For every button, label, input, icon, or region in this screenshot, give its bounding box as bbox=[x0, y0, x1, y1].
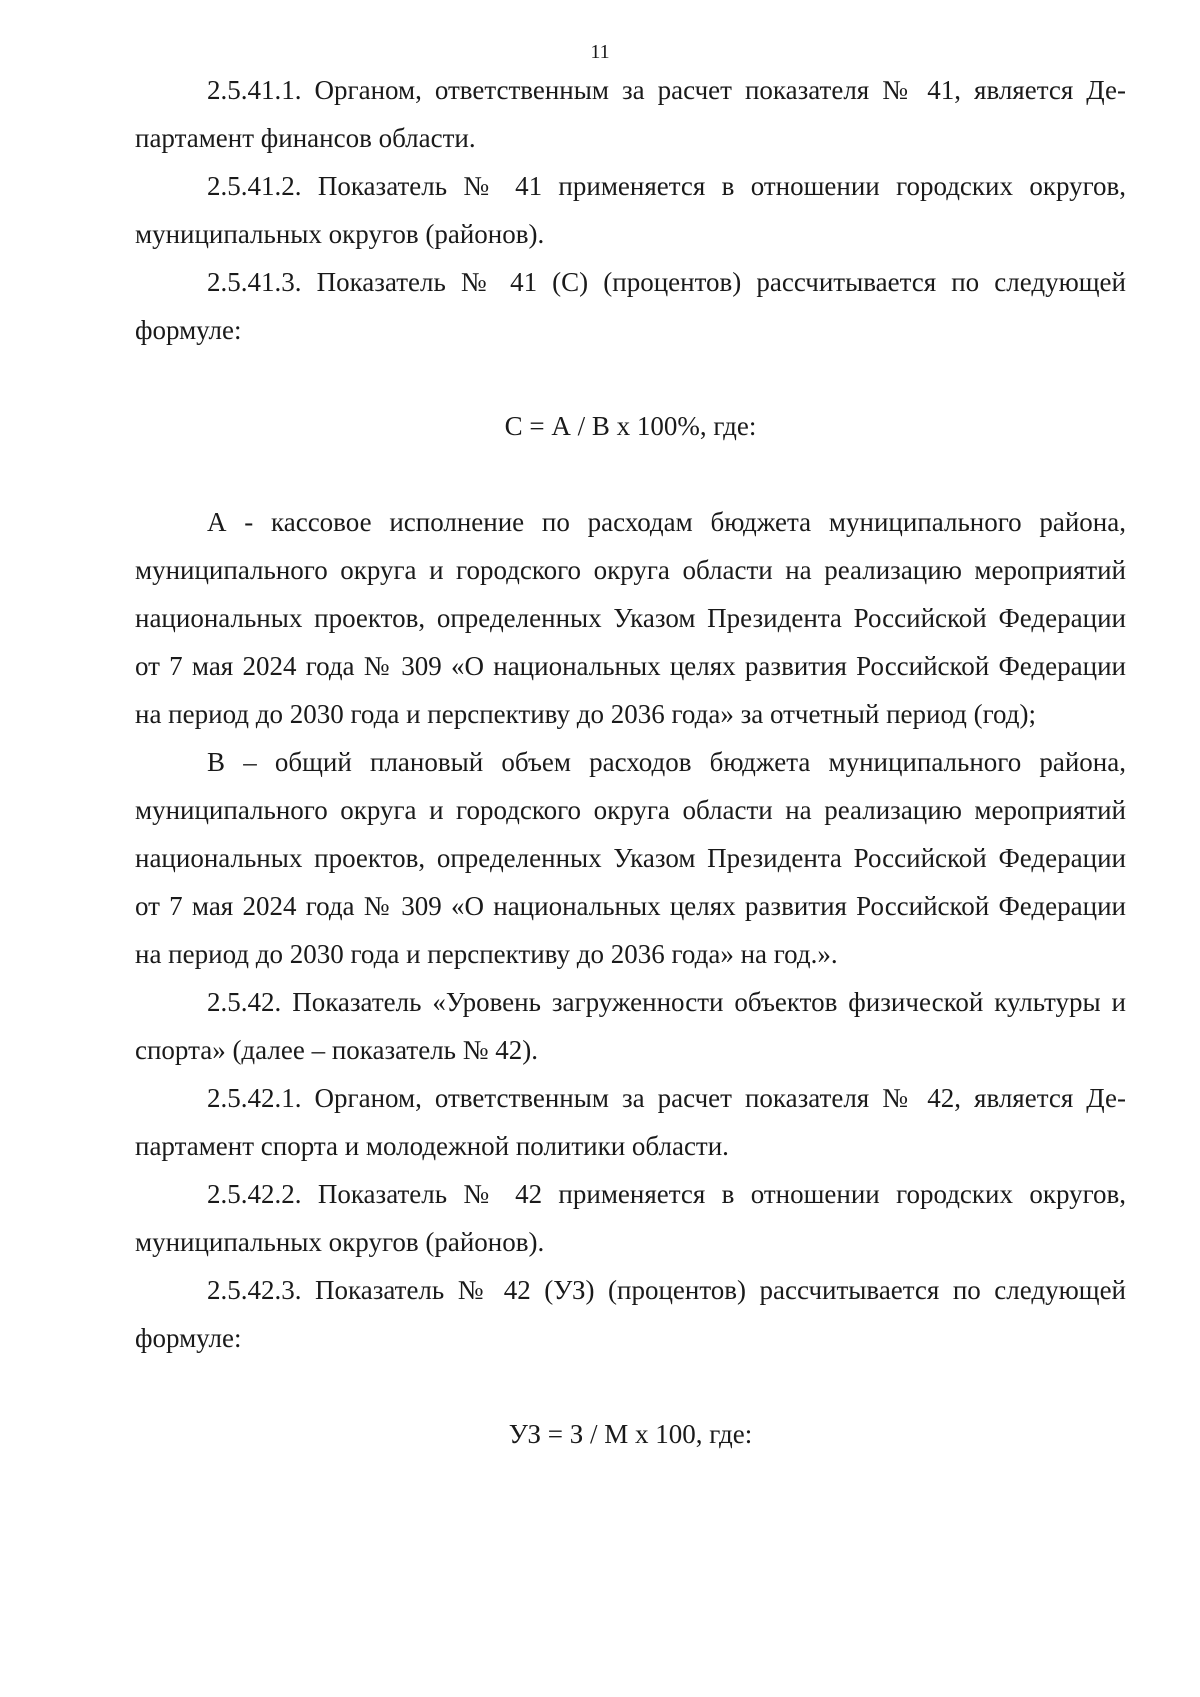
document-body bbox=[135, 66, 1126, 1458]
paragraph-2-5-41-3: 2.5.41.3. Показатель № 41 (С) (процентов) рассчитывается по следующей формуле: bbox=[135, 267, 1126, 345]
definition-a: А - кассовое исполнение по расходам бюджета муниципального района, муниципального округа и городского округа области на реализацию мероприятий национальных проектов, определенных Указом Президента Российской Федерации от 7 мая 2024 года № 309 «О национальных целях развития Российской Федерации на период до 2030 года и перспективу до 2036 года» за отчетный период (год); bbox=[135, 507, 1126, 729]
definition-b: В – общий плановый объем расходов бюджета муниципального района, муниципального округа и городского округа области на реализацию мероприятий национальных проектов, определенных Указом Президента Российской Федерации от 7 мая 2024 года № 309 «О национальных целях развития Российской Федерации на период до 2030 года и перспективу до 2036 года» на год.». bbox=[135, 747, 1126, 969]
page-number: 11 bbox=[590, 41, 610, 63]
paragraph-2-5-41-2: 2.5.41.2. Показатель № 41 применяется в отношении городских округов, муниципальных округов (районов). bbox=[135, 171, 1126, 249]
paragraph-2-5-41-1: 2.5.41.1. Органом, ответственным за расчет показателя № 41, является Департамент финансов области. bbox=[135, 75, 1126, 153]
formula-c: С = А / В х 100%, где: bbox=[504, 411, 757, 441]
paragraph-2-5-42: 2.5.42. Показатель «Уровень загруженности объектов физической культуры и спорта» (далее – показатель № 42). bbox=[135, 987, 1126, 1065]
paragraph-2-5-42-1: 2.5.42.1. Органом, ответственным за расчет показателя № 42, является Департамент спорта и молодежной политики области. bbox=[135, 1083, 1126, 1161]
paragraph-2-5-42-3: 2.5.42.3. Показатель № 42 (УЗ) (процентов) рассчитывается по следующей формуле: bbox=[135, 1275, 1126, 1353]
paragraph-2-5-42-2: 2.5.42.2. Показатель № 42 применяется в отношении городских округов, муниципальных округов (районов). bbox=[135, 1179, 1126, 1257]
formula-uz: УЗ = З / М х 100, где: bbox=[508, 1419, 753, 1449]
